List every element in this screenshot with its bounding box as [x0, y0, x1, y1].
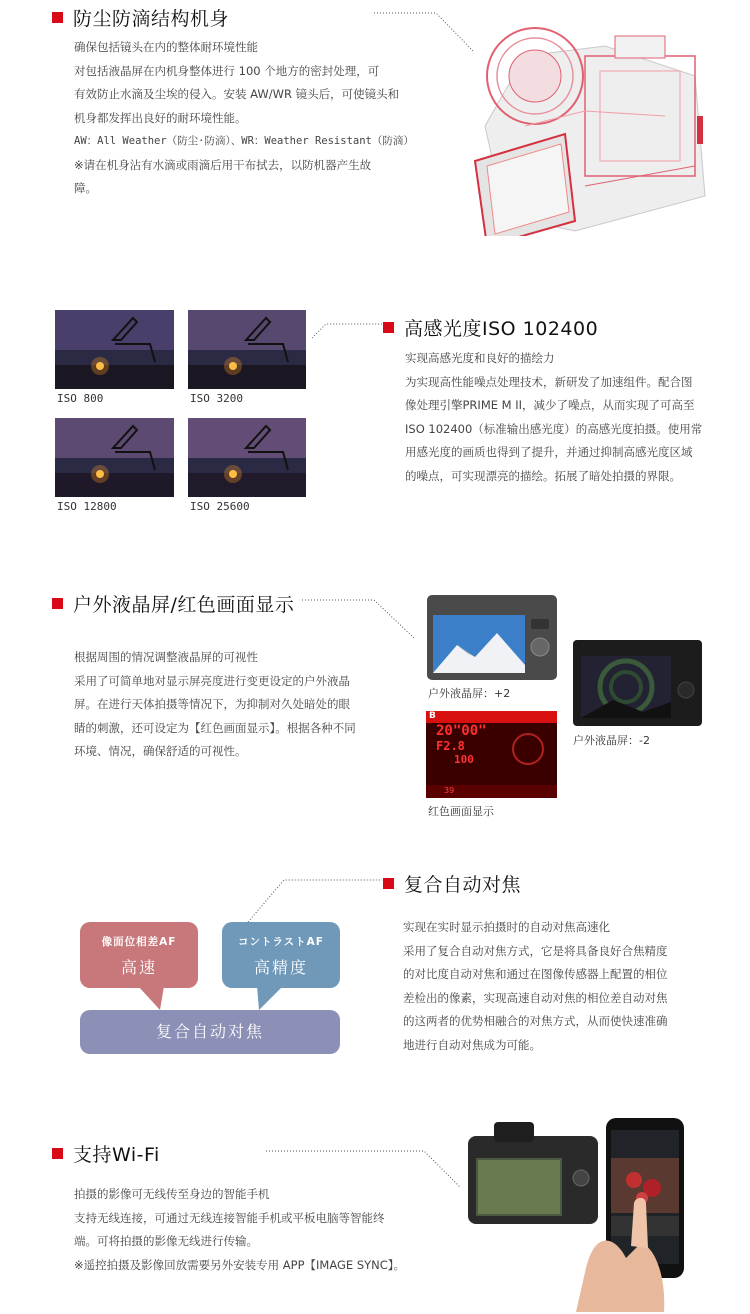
iso-caption: ISO 3200	[190, 392, 243, 405]
contrast-af-bubble: コントラストAF 高精度	[222, 922, 340, 988]
section-title-high-iso: 高感光度ISO 102400	[383, 314, 598, 341]
dial-icon	[512, 733, 544, 765]
red-square-icon	[52, 598, 63, 609]
iso-caption: ISO 25600	[190, 500, 250, 513]
lcd-caption: 红色画面显示	[428, 805, 494, 818]
mode-badge: B	[429, 711, 436, 721]
section-title-dustproof: 防尘防滴结构机身	[52, 4, 229, 31]
camera-cutaway-image	[465, 16, 715, 236]
iso-25600-photo	[188, 418, 306, 497]
outdoor-lcd-plus2-image	[427, 595, 557, 680]
iso-800-photo	[55, 310, 174, 389]
leader-line	[246, 876, 386, 926]
phase-detect-af-bubble: 像面位相差AF 高速	[80, 922, 198, 988]
iso-caption: ISO 12800	[57, 500, 117, 513]
outdoor-lcd-description: 根据周围的情况调整液晶屏的可视性 采用了可简单地对显示屏亮度进行变更设定的户外液晶 屏。在进行天体拍摄等情况下，为抑制对久处暗处的眼 睛的刺激，还可设定为【红色画面显示】。根据各种不同 环境、情况，确保舒适的可视性。	[74, 650, 356, 758]
bubble-tail	[138, 986, 168, 1012]
dustproof-description: 确保包括镜头在内的整体耐环境性能 对包括液晶屏在内机身整体进行 100 个地方的密封处理，可 有效防止水滴及尘埃的侵入。安装 AW/WR 镜头后，可使镜头和 机身都发挥出良好的耐环境性能。 AW：All Weather（防尘·防滴）、WR：Weather Resistant（防滴） ※请在机身沾有水滴或雨滴后用干布拭去，以防机器产生故 障。	[74, 40, 414, 195]
section-title-hybrid-af: 复合自动对焦	[383, 870, 521, 897]
red-square-icon	[52, 12, 63, 23]
red-square-icon	[383, 878, 394, 889]
section-title-outdoor-lcd: 户外液晶屏/红色画面显示	[52, 590, 294, 617]
iso-3200-photo	[188, 310, 306, 389]
red-square-icon	[52, 1148, 63, 1159]
wifi-description: 拍摄的影像可无线传至身边的智能手机 支持无线连接，可通过无线连接智能手机或平板电脑等智能终 端。可将拍摄的影像无线进行传输。 ※遥控拍摄及影像回放需要另外安装专用 APP【IMAGE SYNC】。	[74, 1187, 406, 1272]
iso-caption: ISO 800	[57, 392, 104, 405]
section-title-wifi: 支持Wi-Fi	[52, 1140, 160, 1167]
shutter-readout: 20"00"	[436, 723, 487, 739]
iso-12800-photo	[55, 418, 174, 497]
high-iso-description: 实现高感光度和良好的描绘力 为实现高性能噪点处理技术，新研发了加速组件。配合图 像处理引擎PRIME M II，减少了噪点，从而实现了可高至 ISO 102400（标准输出感光度）的高感光度拍摄。使用常 用感光度的画质也得到了提升，并通过抑制高感光度区域 的噪点，可实现漂亮的描绘。拓展了暗处拍摄的界限。	[405, 351, 703, 483]
leader-line	[312, 320, 384, 340]
iso-readout: 100	[454, 753, 474, 766]
camera-and-smartphone-image	[466, 1118, 716, 1312]
hybrid-af-bar: 复合自动对焦	[80, 1010, 340, 1054]
outdoor-lcd-minus2-image	[573, 640, 702, 726]
hybrid-af-description: 实现在实时显示拍摄时的自动对焦高速化 采用了复合自动对焦方式，它是将具备良好合焦精度 的对比度自动对焦和通过在图像传感器上配置的相位 差检出的像素，实现高速自动对焦的相位差自动对焦 的这两者的优势相融合的对焦方式，从而使快速准确 地进行自动对焦成为可能。	[403, 920, 668, 1052]
bubble-tail	[255, 986, 285, 1012]
lcd-caption: 户外液晶屏：-2	[573, 734, 650, 747]
leader-line	[302, 596, 417, 642]
aperture-readout: F2.8	[436, 739, 465, 753]
lcd-caption: 户外液晶屏：+2	[428, 687, 511, 700]
red-screen-display	[426, 711, 557, 798]
shot-count: 39	[444, 786, 455, 795]
red-square-icon	[383, 322, 394, 333]
